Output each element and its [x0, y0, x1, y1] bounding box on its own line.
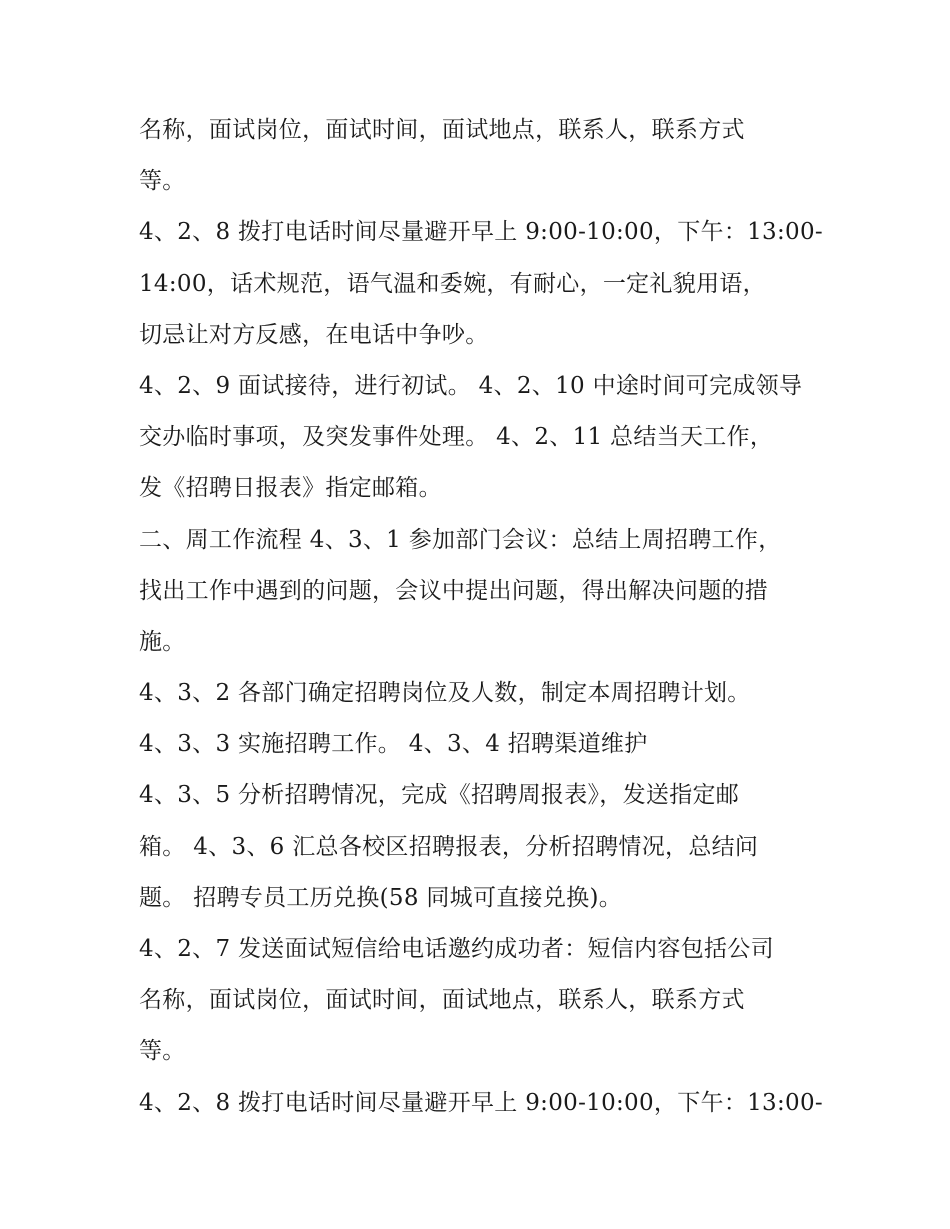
text-line: 4、3、2 各部门确定招聘岗位及人数，制定本周招聘计划。 — [139, 680, 751, 707]
text-line: 等。 — [139, 168, 186, 195]
text-line: 4、2、8 拨打电话时间尽量避开早上 9:00-10:00，下午：13:00- — [139, 1089, 823, 1116]
text-line: 找出工作中遇到的问题，会议中提出问题，得出解决问题的措 — [139, 577, 769, 604]
text-line: 4、3、3 实施招聘工作。 4、3、4 招聘渠道维护 — [139, 731, 648, 758]
text-line: 施。 — [139, 628, 186, 655]
text-line: 二、周工作流程 4、3、1 参加部门会议：总结上周招聘工作， — [139, 526, 782, 553]
text-line: 名称，面试岗位，面试时间，面试地点，联系人，联系方式 — [139, 117, 745, 143]
document-body — [139, 105, 823, 1129]
text-line: 题。 招聘专员工历兑换(58 同城可直接兑换)。 — [139, 884, 623, 911]
text-line: 切忌让对方反感，在电话中争吵。 — [139, 321, 489, 348]
text-line: 箱。 4、3、6 汇总各校区招聘报表，分析招聘情况，总结问 — [139, 833, 759, 860]
text-line: 名称，面试岗位，面试时间，面试地点，联系人，联系方式 — [139, 987, 745, 1014]
text-line: 等。 — [139, 1038, 186, 1065]
text-line: 14:00，话术规范，语气温和委婉，有耐心，一定礼貌用语， — [139, 270, 766, 297]
text-line: 发《招聘日报表》指定邮箱。 — [139, 475, 442, 502]
text-line: 交办临时事项，及突发事件处理。 4、2、11 总结当天工作， — [139, 424, 774, 451]
text-line: 4、3、5 分析招聘情况，完成《招聘周报表》，发送指定邮 — [139, 782, 740, 809]
text-line: 4、2、8 拨打电话时间尽量避开早上 9:00-10:00，下午：13:00- — [139, 219, 823, 246]
text-line: 4、2、9 面试接待，进行初试。 4、2、10 中途时间可完成领导 — [139, 372, 803, 399]
text-line: 4、2、7 发送面试短信给电话邀约成功者：短信内容包括公司 — [139, 936, 774, 962]
